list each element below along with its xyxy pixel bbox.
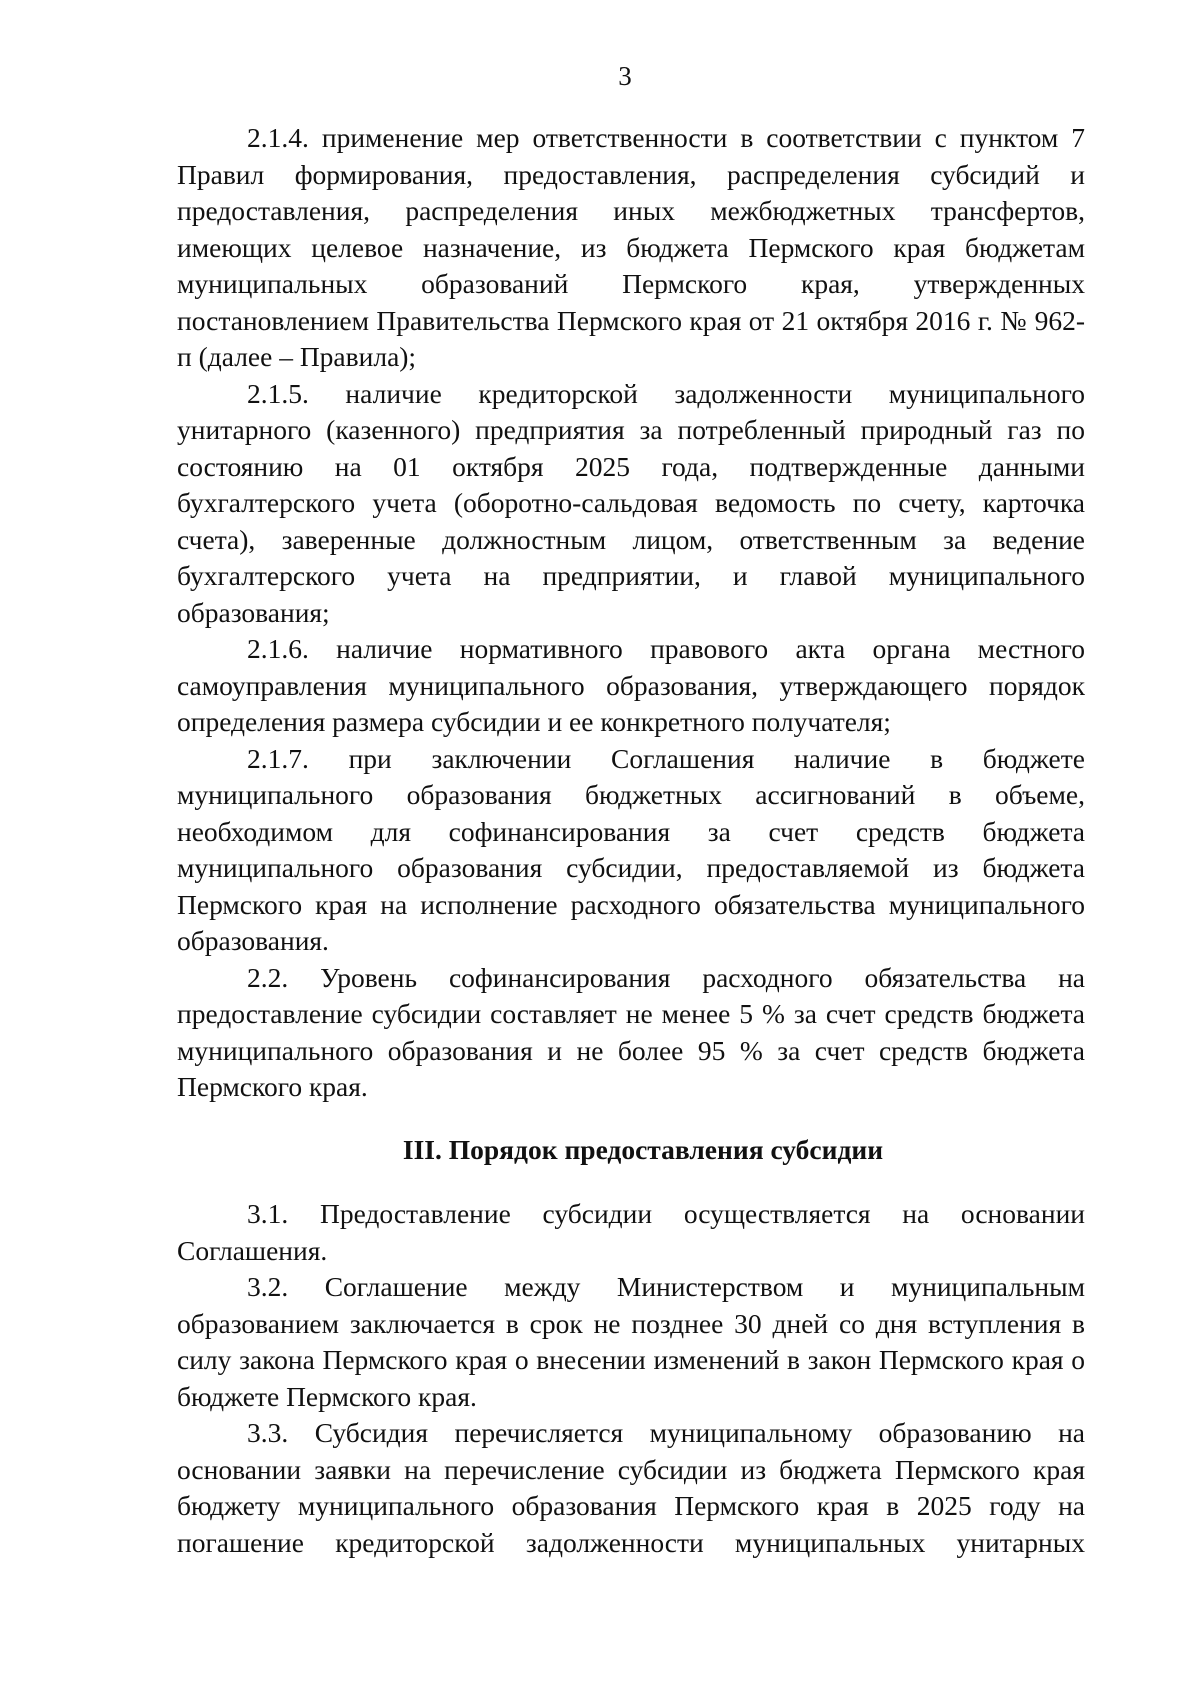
paragraph-3-2: 3.2. Соглашение между Министерством и муниципальным образованием заключается в срок не позднее 30 дней со дня вступления в силу закона Пермского края о внесении изменений в закон Пермского края о бюджете Пермского края.	[177, 1271, 1085, 1412]
document-body	[177, 120, 1085, 1561]
paragraph-2-2: 2.2. Уровень софинансирования расходного обязательства на предоставление субсидии составляет не менее 5 % за счет средств бюджета муниципального образования и не более 95 % за счет средств бюджета Пермского края.	[177, 961, 1085, 1102]
paragraph-3-3: 3.3. Субсидия перечисляется муниципальному образованию на основании заявки на перечисление субсидии из бюджета Пермского края бюджету муниципального образования Пермского края в 2025 году на погашение кредиторской задолженности муниципальных унитарных	[177, 1417, 1085, 1558]
paragraph-2-1-4: 2.1.4. применение мер ответственности в соответствии с пунктом 7 Правил формирования, предоставления, распределения субсидий и предоставления, распределения иных межбюджетных трансфертов, имеющих целевое назначение, из бюджета Пермского края бюджетам муниципальных образований Пермского края, утвержденных постановлением Правительства Пермского края от 21 октября 2016 г. № 962-п (далее – Правила);	[177, 122, 1085, 372]
paragraph-2-1-5: 2.1.5. наличие кредиторской задолженности муниципального унитарного (казенного) предприятия за потребленный природный газ по состоянию на 01 октября 2025 года, подтвержденные данными бухгалтерского учета (оборотно-сальдовая ведомость по счету, карточка счета), заверенные должностным лицом, ответственным за ведение бухгалтерского учета на предприятии, и главой муниципального образования;	[177, 377, 1085, 628]
page-number: 3	[618, 61, 632, 91]
section-heading: III. Порядок предоставления субсидии	[402, 1133, 884, 1165]
paragraph-2-1-7: 2.1.7. при заключении Соглашения наличие в бюджете муниципального образования бюджетных ассигнований в объеме, необходимом для софинансирования за счет средств бюджета муниципального образования субсидии, предоставляемой из бюджета Пермского края на исполнение расходного обязательства муниципального образования.	[177, 742, 1085, 956]
paragraph-3-1: 3.1. Предоставление субсидии осуществляется на основании Соглашения.	[177, 1198, 1085, 1266]
paragraph-2-1-6: 2.1.6. наличие нормативного правового акта органа местного самоуправления муниципального образования, утверждающего порядок определения размера субсидии и ее конкретного получателя;	[177, 633, 1085, 737]
